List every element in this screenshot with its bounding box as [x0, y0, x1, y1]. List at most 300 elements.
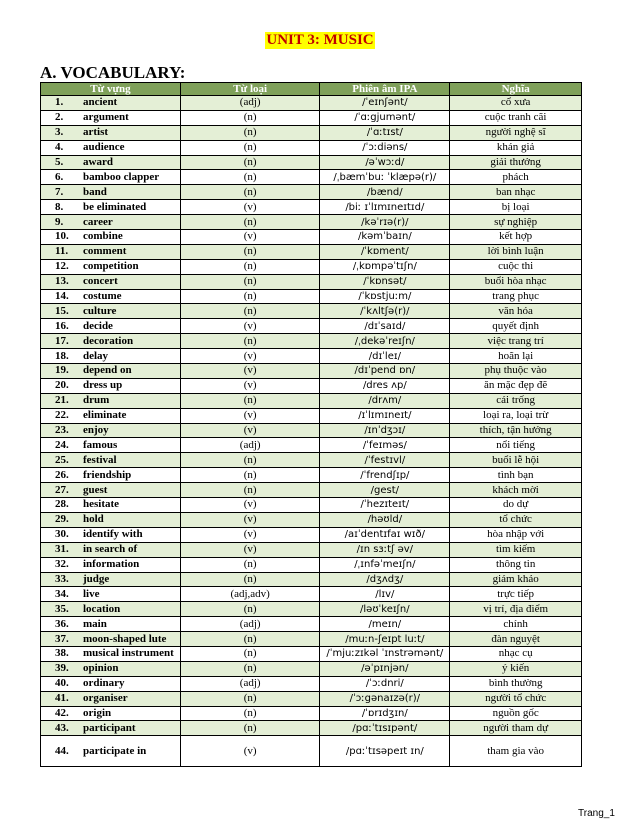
table-row [41, 438, 582, 453]
word-text: decide [83, 319, 113, 332]
part-of-speech-cell: (v) [180, 423, 319, 438]
part-of-speech-cell: (v) [180, 364, 319, 379]
ipa-cell: /ˈɔːdiəns/ [320, 140, 450, 155]
part-of-speech-cell: (n) [180, 155, 319, 170]
word-cell [41, 498, 181, 513]
table-row [41, 706, 582, 721]
word-cell [41, 304, 181, 319]
word-text: delay [83, 349, 109, 362]
row-number: 4. [55, 141, 64, 154]
table-row [41, 542, 582, 557]
ipa-cell: /ˈkʌltʃə(r)/ [320, 304, 450, 319]
part-of-speech-cell: (n) [180, 393, 319, 408]
table-row [41, 334, 582, 349]
word-text: audience [83, 141, 125, 154]
word-text: culture [83, 304, 117, 317]
part-of-speech-cell: (v) [180, 498, 319, 513]
meaning-cell: ý kiến [450, 661, 582, 676]
row-number: 28. [55, 498, 69, 511]
word-text: competition [83, 260, 139, 273]
part-of-speech-cell: (n) [180, 632, 319, 647]
title-wrap [0, 31, 640, 49]
meaning-cell: ban nhạc [450, 185, 582, 200]
ipa-cell: /əˈpɪnjən/ [320, 661, 450, 676]
header-part-of-speech: Từ loại [180, 83, 319, 96]
meaning-cell: người nghệ sĩ [450, 125, 582, 140]
meaning-cell: nguồn gốc [450, 706, 582, 721]
part-of-speech-cell: (n) [180, 170, 319, 185]
word-cell [41, 96, 181, 111]
ipa-cell: /ˈfrendʃɪp/ [320, 468, 450, 483]
ipa-cell: /ˈhezɪteɪt/ [320, 498, 450, 513]
ipa-cell: /həʊld/ [320, 512, 450, 527]
ipa-cell: /ɪˈlɪmɪneɪt/ [320, 408, 450, 423]
meaning-cell: tổ chức [450, 512, 582, 527]
row-number: 44. [55, 744, 69, 757]
part-of-speech-cell: (v) [180, 512, 319, 527]
word-text: friendship [83, 468, 132, 481]
table-header-row [41, 83, 582, 96]
ipa-cell: /muːn-ʃeɪpt luːt/ [320, 632, 450, 647]
meaning-cell: cuộc tranh cãi [450, 110, 582, 125]
word-text: decoration [83, 334, 134, 347]
word-text: career [83, 215, 113, 228]
word-text: band [83, 185, 107, 198]
meaning-cell: trực tiếp [450, 587, 582, 602]
ipa-cell: /ˈkɒment/ [320, 244, 450, 259]
part-of-speech-cell: (n) [180, 646, 319, 661]
word-cell [41, 140, 181, 155]
word-text: artist [83, 126, 109, 139]
word-cell [41, 125, 181, 140]
row-number: 30. [55, 528, 69, 541]
word-cell [41, 438, 181, 453]
word-text: costume [83, 290, 122, 303]
word-cell [41, 230, 181, 245]
meaning-cell: phụ thuộc vào [450, 364, 582, 379]
meaning-cell: do dự [450, 498, 582, 513]
part-of-speech-cell: (adj) [180, 617, 319, 632]
meaning-cell: phách [450, 170, 582, 185]
ipa-cell: /biː ɪˈlɪmɪneɪtɪd/ [320, 200, 450, 215]
table-row [41, 646, 582, 661]
word-text: dress up [83, 379, 123, 392]
table-row [41, 200, 582, 215]
meaning-cell: cổ xưa [450, 96, 582, 111]
ipa-cell: /ˈɔːdnri/ [320, 676, 450, 691]
part-of-speech-cell: (n) [180, 289, 319, 304]
page-title: UNIT 3: MUSIC [266, 32, 374, 48]
part-of-speech-cell: (n) [180, 140, 319, 155]
row-number: 17. [55, 334, 69, 347]
ipa-cell: /ˌdekəˈreɪʃn/ [320, 334, 450, 349]
page-number: Trang_1 [578, 808, 615, 819]
part-of-speech-cell: (n) [180, 259, 319, 274]
part-of-speech-cell: (n) [180, 110, 319, 125]
row-number: 9. [55, 215, 64, 228]
table-row [41, 587, 582, 602]
row-number: 35. [55, 602, 69, 615]
row-number: 1. [55, 96, 64, 109]
word-cell [41, 289, 181, 304]
row-number: 12. [55, 260, 69, 273]
part-of-speech-cell: (n) [180, 453, 319, 468]
table-row [41, 393, 582, 408]
table-row [41, 736, 582, 767]
ipa-cell: /meɪn/ [320, 617, 450, 632]
row-number: 23. [55, 424, 69, 437]
vocabulary-table [40, 82, 582, 767]
word-text: comment [83, 245, 127, 258]
row-number: 38. [55, 647, 69, 660]
table-row [41, 617, 582, 632]
word-text: location [83, 602, 121, 615]
table-row [41, 289, 582, 304]
word-text: judge [83, 572, 110, 585]
meaning-cell: buổi lễ hội [450, 453, 582, 468]
word-cell [41, 646, 181, 661]
row-number: 37. [55, 632, 69, 645]
table-row [41, 632, 582, 647]
table-row [41, 676, 582, 691]
ipa-cell: /ˈfeɪməs/ [320, 438, 450, 453]
row-number: 8. [55, 200, 64, 213]
table-row [41, 155, 582, 170]
word-cell [41, 527, 181, 542]
word-cell [41, 572, 181, 587]
meaning-cell: chính [450, 617, 582, 632]
part-of-speech-cell: (n) [180, 185, 319, 200]
part-of-speech-cell: (n) [180, 706, 319, 721]
word-text: moon-shaped lute [83, 632, 167, 645]
table-row [41, 319, 582, 334]
part-of-speech-cell: (adj) [180, 96, 319, 111]
header-meaning: Nghĩa [450, 83, 582, 96]
word-text: ordinary [83, 677, 125, 690]
row-number: 21. [55, 394, 69, 407]
word-text: origin [83, 706, 112, 719]
word-cell [41, 274, 181, 289]
header-ipa: Phiên âm IPA [320, 83, 450, 96]
row-number: 39. [55, 662, 69, 675]
table-row [41, 140, 582, 155]
word-cell [41, 721, 181, 736]
word-text: hesitate [83, 498, 120, 511]
meaning-cell: trang phục [450, 289, 582, 304]
table-row [41, 170, 582, 185]
word-text: guest [83, 483, 108, 496]
row-number: 2. [55, 111, 64, 124]
ipa-cell: /ləʊˈkeɪʃn/ [320, 602, 450, 617]
word-cell [41, 319, 181, 334]
ipa-cell: /drʌm/ [320, 393, 450, 408]
table-row [41, 423, 582, 438]
word-text: argument [83, 111, 129, 124]
ipa-cell: /ˈɑːgjumənt/ [320, 110, 450, 125]
meaning-cell: sự nghiệp [450, 215, 582, 230]
word-cell [41, 155, 181, 170]
table-row [41, 304, 582, 319]
table-row [41, 572, 582, 587]
word-cell [41, 334, 181, 349]
table-row [41, 483, 582, 498]
meaning-cell: buổi hòa nhạc [450, 274, 582, 289]
ipa-cell: /ɪn sɜːtʃ əv/ [320, 542, 450, 557]
section-heading: A. VOCABULARY: [40, 63, 186, 82]
word-text: combine [83, 230, 123, 243]
row-number: 41. [55, 692, 69, 705]
part-of-speech-cell: (v) [180, 200, 319, 215]
word-cell [41, 393, 181, 408]
row-number: 33. [55, 572, 69, 585]
meaning-cell: giám khảo [450, 572, 582, 587]
meaning-cell: tìm kiếm [450, 542, 582, 557]
row-number: 5. [55, 156, 64, 168]
row-number: 7. [55, 185, 64, 198]
table-row [41, 110, 582, 125]
meaning-cell: thích, tận hưởng [450, 423, 582, 438]
table-row [41, 468, 582, 483]
row-number: 18. [55, 349, 69, 362]
ipa-cell: /ˌkɒmpəˈtɪʃn/ [320, 259, 450, 274]
word-cell [41, 200, 181, 215]
row-number: 32. [55, 558, 69, 571]
meaning-cell: hoãn lại [450, 349, 582, 364]
table-row [41, 378, 582, 393]
part-of-speech-cell: (v) [180, 736, 319, 767]
table-row [41, 125, 582, 140]
ipa-cell: /gest/ [320, 483, 450, 498]
word-text: information [83, 558, 140, 571]
table-row [41, 453, 582, 468]
word-cell [41, 632, 181, 647]
word-cell [41, 215, 181, 230]
word-cell [41, 378, 181, 393]
word-cell [41, 259, 181, 274]
word-cell [41, 423, 181, 438]
part-of-speech-cell: (n) [180, 602, 319, 617]
word-text: participate in [83, 744, 147, 757]
row-number: 40. [55, 677, 69, 690]
row-number: 11. [55, 245, 69, 258]
meaning-cell: quyết định [450, 319, 582, 334]
ipa-cell: /ˈmjuːzɪkəl ˈɪnstrəmənt/ [320, 646, 450, 661]
table-row [41, 498, 582, 513]
row-number: 6. [55, 170, 64, 183]
ipa-cell: /ˌɪnfəˈmeɪʃn/ [320, 557, 450, 572]
table-row [41, 259, 582, 274]
table-row [41, 512, 582, 527]
part-of-speech-cell: (n) [180, 468, 319, 483]
ipa-cell: /dɪˈleɪ/ [320, 349, 450, 364]
word-text: ancient [83, 96, 118, 109]
word-text: main [83, 617, 107, 630]
word-text: opinion [83, 662, 119, 675]
word-cell [41, 512, 181, 527]
part-of-speech-cell: (v) [180, 349, 319, 364]
row-number: 27. [55, 483, 69, 496]
ipa-cell: /dɪˈpend ɒn/ [320, 364, 450, 379]
meaning-cell: cái trống [450, 393, 582, 408]
word-text: in search of [83, 543, 138, 556]
table-row [41, 274, 582, 289]
meaning-cell: nhạc cụ [450, 646, 582, 661]
table-row [41, 557, 582, 572]
row-number: 31. [55, 543, 69, 556]
table-row [41, 527, 582, 542]
table-row [41, 349, 582, 364]
part-of-speech-cell: (n) [180, 721, 319, 736]
meaning-cell: giải thưởng [450, 155, 582, 170]
row-number: 15. [55, 304, 69, 317]
word-cell [41, 170, 181, 185]
word-text: drum [83, 394, 110, 407]
ipa-cell: /əˈwɔːd/ [320, 155, 450, 170]
part-of-speech-cell: (adj) [180, 438, 319, 453]
meaning-cell: đàn nguyệt [450, 632, 582, 647]
meaning-cell: thông tin [450, 557, 582, 572]
header-word: Từ vựng [41, 83, 181, 96]
row-number: 24. [55, 438, 69, 451]
meaning-cell: vị trí, địa điểm [450, 602, 582, 617]
ipa-cell: /ɪnˈdʒɔɪ/ [320, 423, 450, 438]
row-number: 25. [55, 453, 69, 466]
ipa-cell: /ˈɔːgənaɪzə(r)/ [320, 691, 450, 706]
row-number: 36. [55, 617, 69, 630]
table-row [41, 96, 582, 111]
word-cell [41, 542, 181, 557]
word-text: bamboo clapper [83, 170, 160, 183]
word-text: musical instrument [83, 647, 174, 660]
meaning-cell: người tham dự [450, 721, 582, 736]
part-of-speech-cell: (n) [180, 274, 319, 289]
meaning-cell: loại ra, loại trừ [450, 408, 582, 423]
meaning-cell: khách mời [450, 483, 582, 498]
part-of-speech-cell: (n) [180, 215, 319, 230]
part-of-speech-cell: (n) [180, 572, 319, 587]
meaning-cell: việc trang trí [450, 334, 582, 349]
word-text: organiser [83, 692, 128, 705]
table-row [41, 691, 582, 706]
part-of-speech-cell: (v) [180, 408, 319, 423]
ipa-cell: /lɪv/ [320, 587, 450, 602]
table-row [41, 230, 582, 245]
ipa-cell: /bænd/ [320, 185, 450, 200]
word-text: famous [83, 438, 118, 451]
word-text: enjoy [83, 424, 109, 437]
table-row [41, 602, 582, 617]
word-cell [41, 110, 181, 125]
word-cell [41, 557, 181, 572]
word-text: participant [83, 721, 136, 734]
meaning-cell: văn hóa [450, 304, 582, 319]
word-cell [41, 408, 181, 423]
row-number: 16. [55, 319, 69, 332]
meaning-cell: người tổ chức [450, 691, 582, 706]
table-row [41, 408, 582, 423]
part-of-speech-cell: (n) [180, 125, 319, 140]
ipa-cell: /dʒʌdʒ/ [320, 572, 450, 587]
row-number: 43. [55, 721, 69, 734]
word-text: depend on [83, 364, 132, 377]
word-text: identify with [83, 528, 143, 541]
table-row [41, 364, 582, 379]
ipa-cell: /pɑːˈtɪsɪpənt/ [320, 721, 450, 736]
table-row [41, 244, 582, 259]
word-cell [41, 736, 181, 767]
ipa-cell: /ˈeɪnʃənt/ [320, 96, 450, 111]
word-cell [41, 587, 181, 602]
ipa-cell: /ˈkɒstjuːm/ [320, 289, 450, 304]
row-number: 14. [55, 290, 69, 303]
table-row [41, 185, 582, 200]
ipa-cell: /dres ʌp/ [320, 378, 450, 393]
row-number: 13. [55, 275, 69, 288]
word-cell [41, 706, 181, 721]
part-of-speech-cell: (n) [180, 334, 319, 349]
word-cell [41, 602, 181, 617]
part-of-speech-cell: (v) [180, 378, 319, 393]
word-text: festival [83, 453, 117, 466]
meaning-cell: tham gia vào [450, 736, 582, 767]
meaning-cell: tình bạn [450, 468, 582, 483]
word-cell [41, 661, 181, 676]
word-text: eliminate [83, 409, 127, 422]
ipa-cell: /ˈɑːtɪst/ [320, 125, 450, 140]
meaning-cell: lời bình luận [450, 244, 582, 259]
meaning-cell: hòa nhập với [450, 527, 582, 542]
meaning-cell: cuộc thi [450, 259, 582, 274]
row-number: 10. [55, 230, 69, 243]
word-cell [41, 691, 181, 706]
ipa-cell: /kəmˈbaɪn/ [320, 230, 450, 245]
word-text: concert [83, 275, 118, 288]
ipa-cell: /ˌbæmˈbuː ˈklæpə(r)/ [320, 170, 450, 185]
part-of-speech-cell: (n) [180, 557, 319, 572]
table-row [41, 215, 582, 230]
row-number: 22. [55, 409, 69, 422]
part-of-speech-cell: (adj) [180, 676, 319, 691]
part-of-speech-cell: (adj,adv) [180, 587, 319, 602]
part-of-speech-cell: (v) [180, 319, 319, 334]
word-text: be eliminated [83, 200, 147, 213]
part-of-speech-cell: (n) [180, 691, 319, 706]
ipa-cell: /ˈkɒnsət/ [320, 274, 450, 289]
word-text: award [83, 156, 113, 168]
row-number: 42. [55, 706, 69, 719]
row-number: 26. [55, 468, 69, 481]
ipa-cell: /aɪˈdentɪfaɪ wɪð/ [320, 527, 450, 542]
meaning-cell: ăn mặc đẹp đẽ [450, 378, 582, 393]
word-cell [41, 483, 181, 498]
meaning-cell: bị loại [450, 200, 582, 215]
table-row [41, 661, 582, 676]
word-text: live [83, 587, 100, 600]
word-text: hold [83, 513, 104, 526]
meaning-cell: khán giả [450, 140, 582, 155]
word-cell [41, 349, 181, 364]
part-of-speech-cell: (v) [180, 542, 319, 557]
word-cell [41, 185, 181, 200]
ipa-cell: /pɑːˈtɪsəpeɪt ɪn/ [320, 736, 450, 767]
ipa-cell: /dɪˈsaɪd/ [320, 319, 450, 334]
word-cell [41, 617, 181, 632]
table-body [41, 96, 582, 767]
part-of-speech-cell: (n) [180, 244, 319, 259]
row-number: 20. [55, 379, 69, 392]
row-number: 29. [55, 513, 69, 526]
word-cell [41, 676, 181, 691]
